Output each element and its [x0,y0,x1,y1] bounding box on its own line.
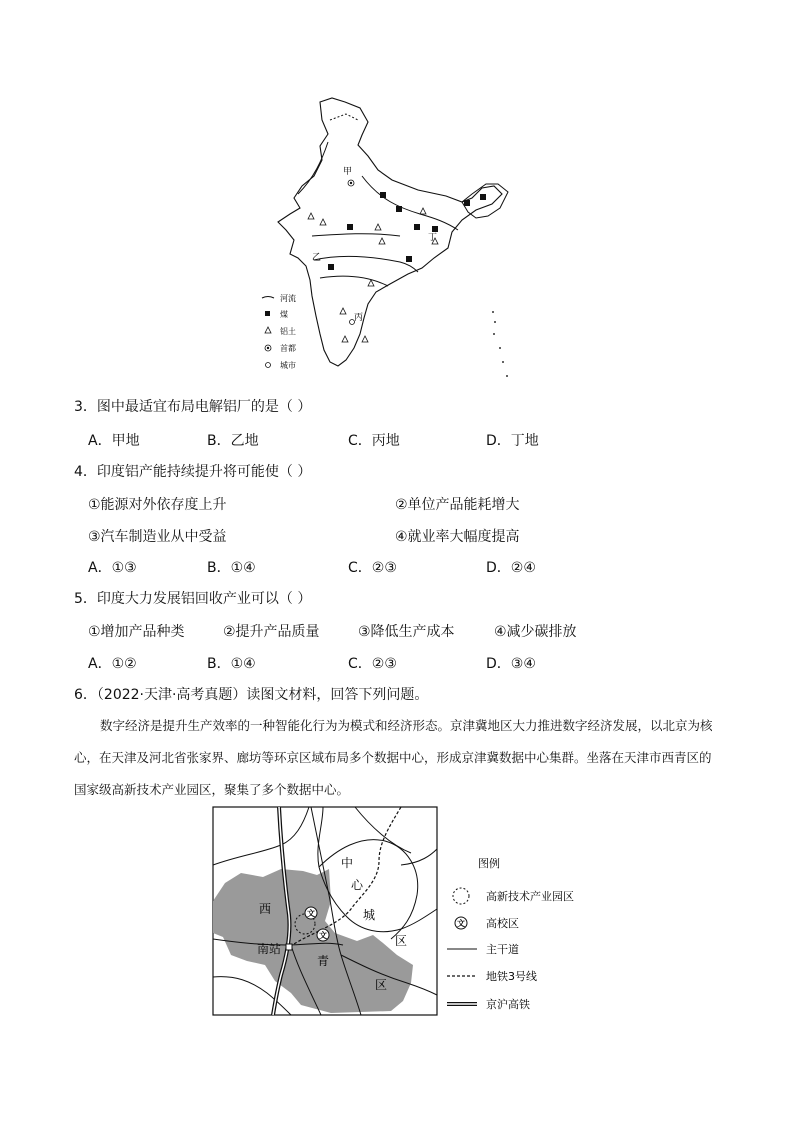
south-station-marker [286,944,292,950]
label-zhong: 中 [341,856,354,870]
q4-statement-4: ④就业率大幅度提高 [395,529,520,545]
legend-rail: 京沪高铁 [486,998,530,1011]
river-krishna [320,276,388,286]
label-nanzhan: 南站 [257,942,282,956]
label-cheng: 城 [363,908,376,922]
q5-option-d[interactable]: D．③④ [486,656,536,672]
q5-statement-2: ②提升产品质量 [223,624,320,640]
q4-option-c[interactable]: C．②③ [348,560,397,576]
label-jia: 甲 [343,167,353,177]
legend-metro: 地铁3号线 [486,970,537,983]
q6-stem: 6．（2022·天津·高考真题）读图文材料，回答下列问题。 [74,687,429,703]
q5-statement-1: ①增加产品种类 [88,624,185,640]
legend-city: 城市 [280,361,296,370]
legend-college-symbol [455,917,467,929]
q4-statement-3: ③汽车制造业从中受益 [88,529,227,545]
label-qu-1: 区 [395,934,408,948]
india-map [250,90,530,390]
q3-option-b[interactable]: B．乙地 [207,433,259,449]
legend-bauxite: 铝土 [280,327,296,336]
island-dots [492,311,508,377]
q4-option-b[interactable]: B．①④ [207,560,256,576]
river-narmada [312,234,400,236]
legend-hightech: 高新技术产业园区 [486,890,574,903]
label-yi: 乙 [312,253,322,263]
q5-statement-4: ④减少碳排放 [494,624,577,640]
q5-stem: 5．印度大力发展铝回收产业可以（ ） [74,591,312,607]
legend-title: 图例 [478,857,500,870]
q6-paragraph: 数字经济是提升生产效率的一种智能化行为为模式和经济形态。京津冀地区大力推进数字经济发展，以北京为核心，在天津及河北省张家界、廊坊等环京区域布局多个数据中心，形成京津冀数据中心集群。坐落在天津市西青区的国家级高新技术产业园区，聚集了多个数据中心。 [74,718,713,797]
q4-statement-1: ①能源对外依存度上升 [88,497,227,513]
q4-option-d[interactable]: D．②④ [486,560,536,576]
q3-option-d[interactable]: D．丁地 [486,433,539,449]
legend-river-symbol [262,297,274,299]
svg-text:文: 文 [319,931,327,940]
legend-hightech-symbol [453,888,469,904]
college-marker-1 [305,907,317,919]
tianjin-map [211,805,591,1017]
legend-bauxite-symbol [265,327,271,333]
q3-stem: 3．图中最适宜布局电解铝厂的是（ ） [74,399,312,415]
q5-statement-3: ③降低生产成本 [358,624,455,640]
q4-stem: 4．印度铝产能持续提升将可能使（ ） [74,464,312,480]
svg-text:文: 文 [457,919,465,928]
q5-option-b[interactable]: B．①④ [207,656,256,672]
q4-statement-2: ②单位产品能耗增大 [395,497,520,513]
legend-college: 高校区 [486,917,519,930]
legend-capital: 首都 [280,344,296,353]
legend-road: 主干道 [486,943,519,956]
label-ding: 丁 [428,233,438,243]
q3-option-c[interactable]: C．丙地 [348,433,400,449]
legend-coal: 煤 [280,310,288,319]
q5-option-c[interactable]: C．②③ [348,656,397,672]
q3-option-a[interactable]: A．甲地 [88,433,140,449]
q4-option-a[interactable]: A．①③ [88,560,137,576]
label-qu-2: 区 [375,978,388,992]
river-ganges [362,176,458,230]
svg-text:文: 文 [307,909,315,918]
label-xin: 心 [351,878,364,892]
label-bing: 丙 [354,313,364,323]
label-qing: 青 [317,954,330,968]
label-xi: 西 [259,902,272,916]
coal-markers [328,192,486,270]
legend-city-symbol [266,363,271,368]
india-outline [278,98,502,366]
q5-option-a[interactable]: A．①② [88,656,137,672]
legend-coal-symbol [265,311,270,316]
border-dotted [330,114,358,120]
legend-river: 河流 [280,294,296,303]
college-marker-2 [317,929,329,941]
